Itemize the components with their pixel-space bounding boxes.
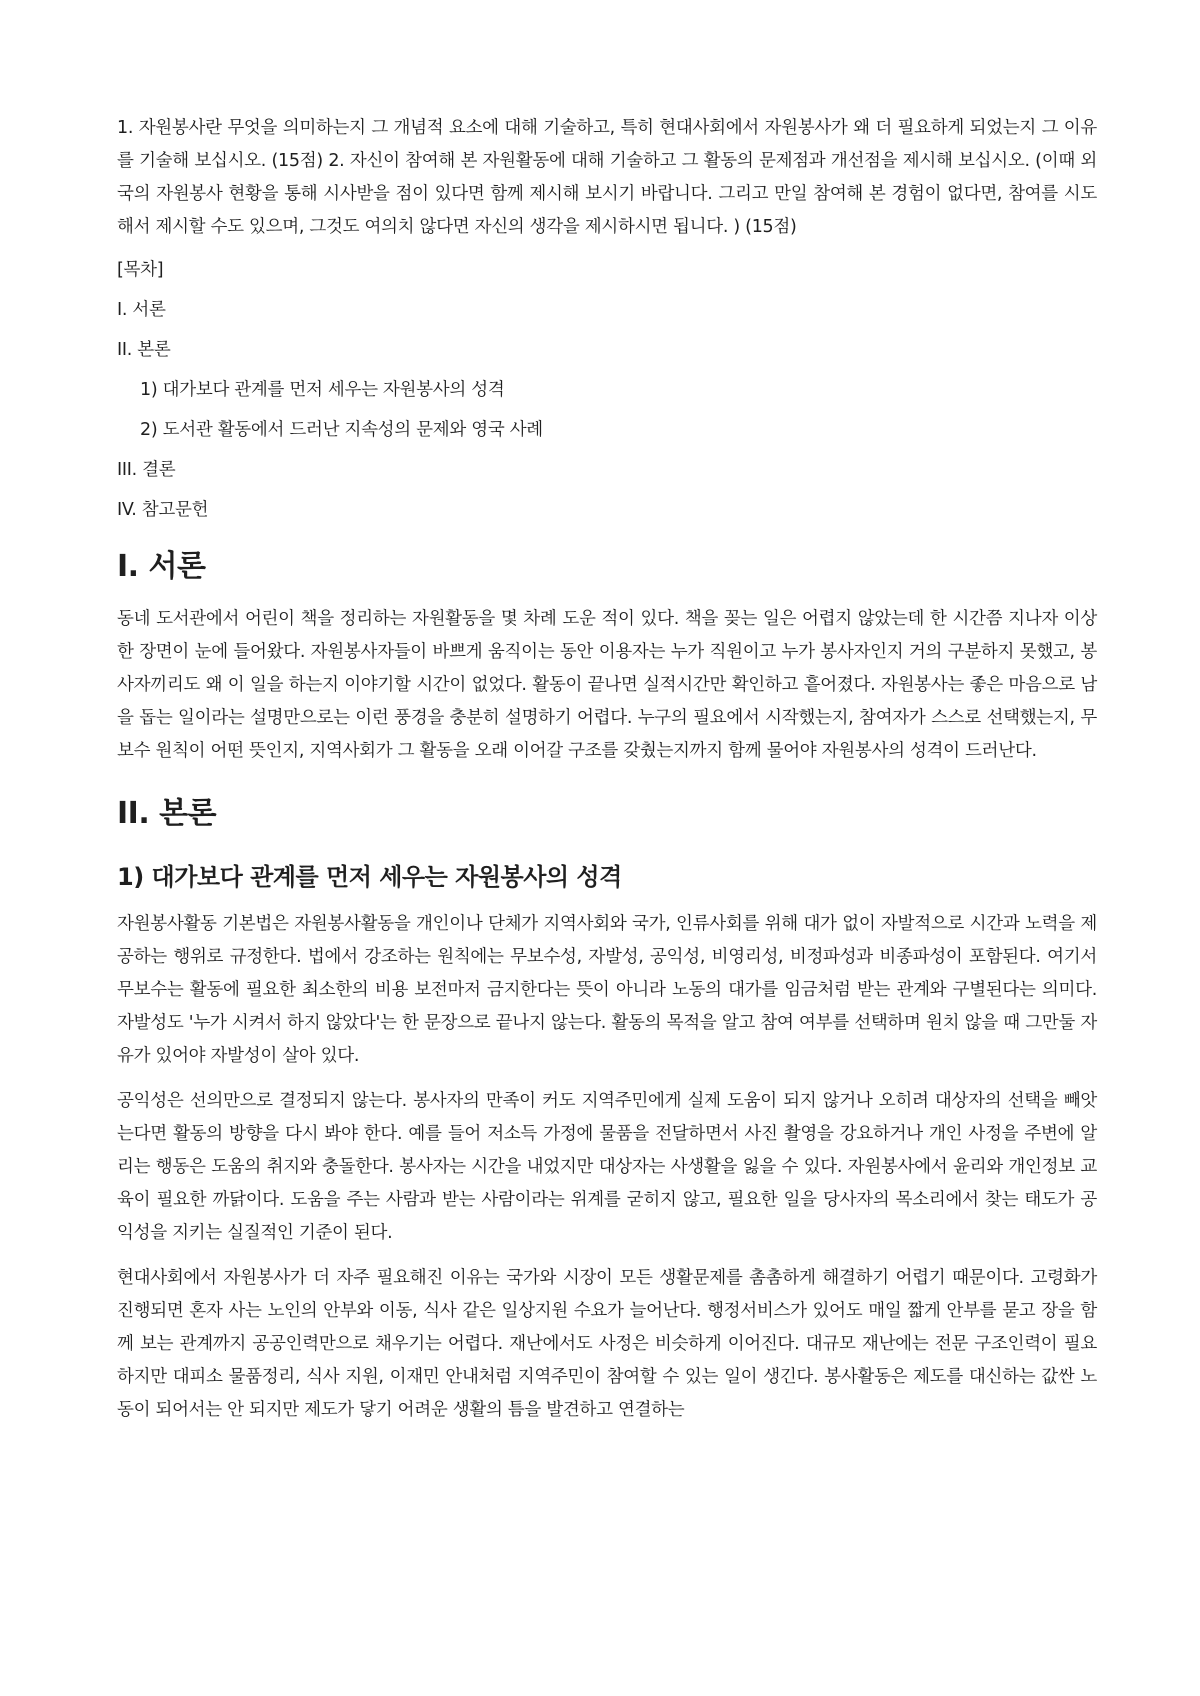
toc-item-body-section2: 2) 도서관 활동에서 드러난 지속성의 문제와 영국 사례 [140, 420, 543, 440]
intro-paragraph: 동네 도서관에서 어린이 책을 정리하는 자원활동을 몇 차례 도운 적이 있다. 책을 꽂는 일은 어렵지 않았는데 한 시간쯤 지나자 이상한 장면이 눈에 들어왔다. 자원봉사자들이 바쁘게 움직이는 동안 이용자는 누가 직원이고 누가 봉사자인지 거의 구분하지 못했고, 봉사자끼리도 왜 이 일을 하는지 이야기할 시간이 없었다. 활동이 끝나면 실적시간만 확인하고 흩어졌다. 자원봉사는 좋은 마음으로 남을 돕는 일이라는 설명만으로는 이런 풍경을 충분히 설명하기 어렵다. 누구의 필요에서 시작했는지, 참여자가 스스로 선택했는지, 무보수 원칙이 어떤 뜻인지, 지역사회가 그 활동을 오래 이어갈 구조를 갖췄는지까지 함께 물어야 자원봉사의 성격이 드러난다. [117, 609, 1097, 761]
section1-heading: 1) 대가보다 관계를 먼저 세우는 자원봉사의 성격 [117, 863, 622, 891]
section1-paragraph: 현대사회에서 자원봉사가 더 자주 필요해진 이유는 국가와 시장이 모든 생활문제를 촘촘하게 해결하기 어렵기 때문이다. 고령화가 진행되면 혼자 사는 노인의 안부와 이동, 식사 같은 일상지원 수요가 늘어난다. 행정서비스가 있어도 매일 짧게 안부를 묻고 장을 함께 보는 관계까지 공공인력만으로 채우기는 어렵다. 재난에서도 사정은 비슷하게 이어진다. 대규모 재난에는 전문 구조인력이 필요하지만 대피소 물품정리, 식사 지원, 이재민 안내처럼 지역주민이 참여할 수 있는 일이 생긴다. 봉사활동은 제도를 대신하는 값싼 노동이 되어서는 안 되지만 제도가 닿기 어려운 생활의 틈을 발견하고 연결하는 [117, 1268, 1097, 1420]
section1-paragraph: 자원봉사활동 기본법은 자원봉사활동을 개인이나 단체가 지역사회와 국가, 인류사회를 위해 대가 없이 자발적으로 시간과 노력을 제공하는 행위로 규정한다. 법에서 강조하는 원칙에는 무보수성, 자발성, 공익성, 비영리성, 비정파성과 비종파성이 포함된다. 여기서 무보수는 활동에 필요한 최소한의 비용 보전마저 금지한다는 뜻이 아니라 노동의 대가를 임금처럼 받는 관계와 구별된다는 의미다. 자발성도 '누가 시켜서 하지 않았다'는 한 문장으로 끝나지 않는다. 활동의 목적을 알고 참여 여부를 선택하며 원치 않을 때 그만둘 자유가 있어야 자발성이 살아 있다. [117, 914, 1097, 1066]
toc-title: [목차] [117, 260, 164, 280]
toc-item-conclusion: III. 결론 [117, 460, 176, 480]
toc-item-intro: I. 서론 [117, 300, 166, 320]
intro-heading: I. 서론 [117, 549, 206, 584]
toc-item-body-section1: 1) 대가보다 관계를 먼저 세우는 자원봉사의 성격 [140, 380, 505, 400]
table-of-contents [117, 260, 1097, 521]
toc-item-body: II. 본론 [117, 340, 171, 360]
toc-item-references: IV. 참고문헌 [117, 500, 209, 520]
body-heading: II. 본론 [117, 796, 217, 831]
section1-paragraph: 공익성은 선의만으로 결정되지 않는다. 봉사자의 만족이 커도 지역주민에게 실제 도움이 되지 않거나 오히려 대상자의 선택을 빼앗는다면 활동의 방향을 다시 봐야 한다. 예를 들어 저소득 가정에 물품을 전달하면서 사진 촬영을 강요하거나 개인 사정을 주변에 알리는 행동은 도움의 취지와 충돌한다. 봉사자는 시간을 내었지만 대상자는 사생활을 잃을 수 있다. 자원봉사에서 윤리와 개인정보 교육이 필요한 까닭이다. 도움을 주는 사람과 받는 사람이라는 위계를 굳히지 않고, 필요한 일을 당사자의 목소리에서 찾는 태도가 공익성을 지키는 실질적인 기준이 된다. [117, 1091, 1097, 1243]
assignment-prompt: 1. 자원봉사란 무엇을 의미하는지 그 개념적 요소에 대해 기술하고, 특히 현대사회에서 자원봉사가 왜 더 필요하게 되었는지 그 이유를 기술해 보십시오. (15점) 2. 자신이 참여해 본 자원활동에 대해 기술하고 그 활동의 문제점과 개선점을 제시해 보십시오. (이때 외국의 자원봉사 현황을 통해 시사받을 점이 있다면 함께 제시해 보시기 바랍니다. 그리고 만일 참여해 본 경험이 없다면, 참여를 시도해서 제시할 수도 있으며, 그것도 여의치 않다면 자신의 생각을 제시하시면 됩니다. ) (15점) [117, 118, 1097, 237]
document-page [117, 112, 1097, 1439]
